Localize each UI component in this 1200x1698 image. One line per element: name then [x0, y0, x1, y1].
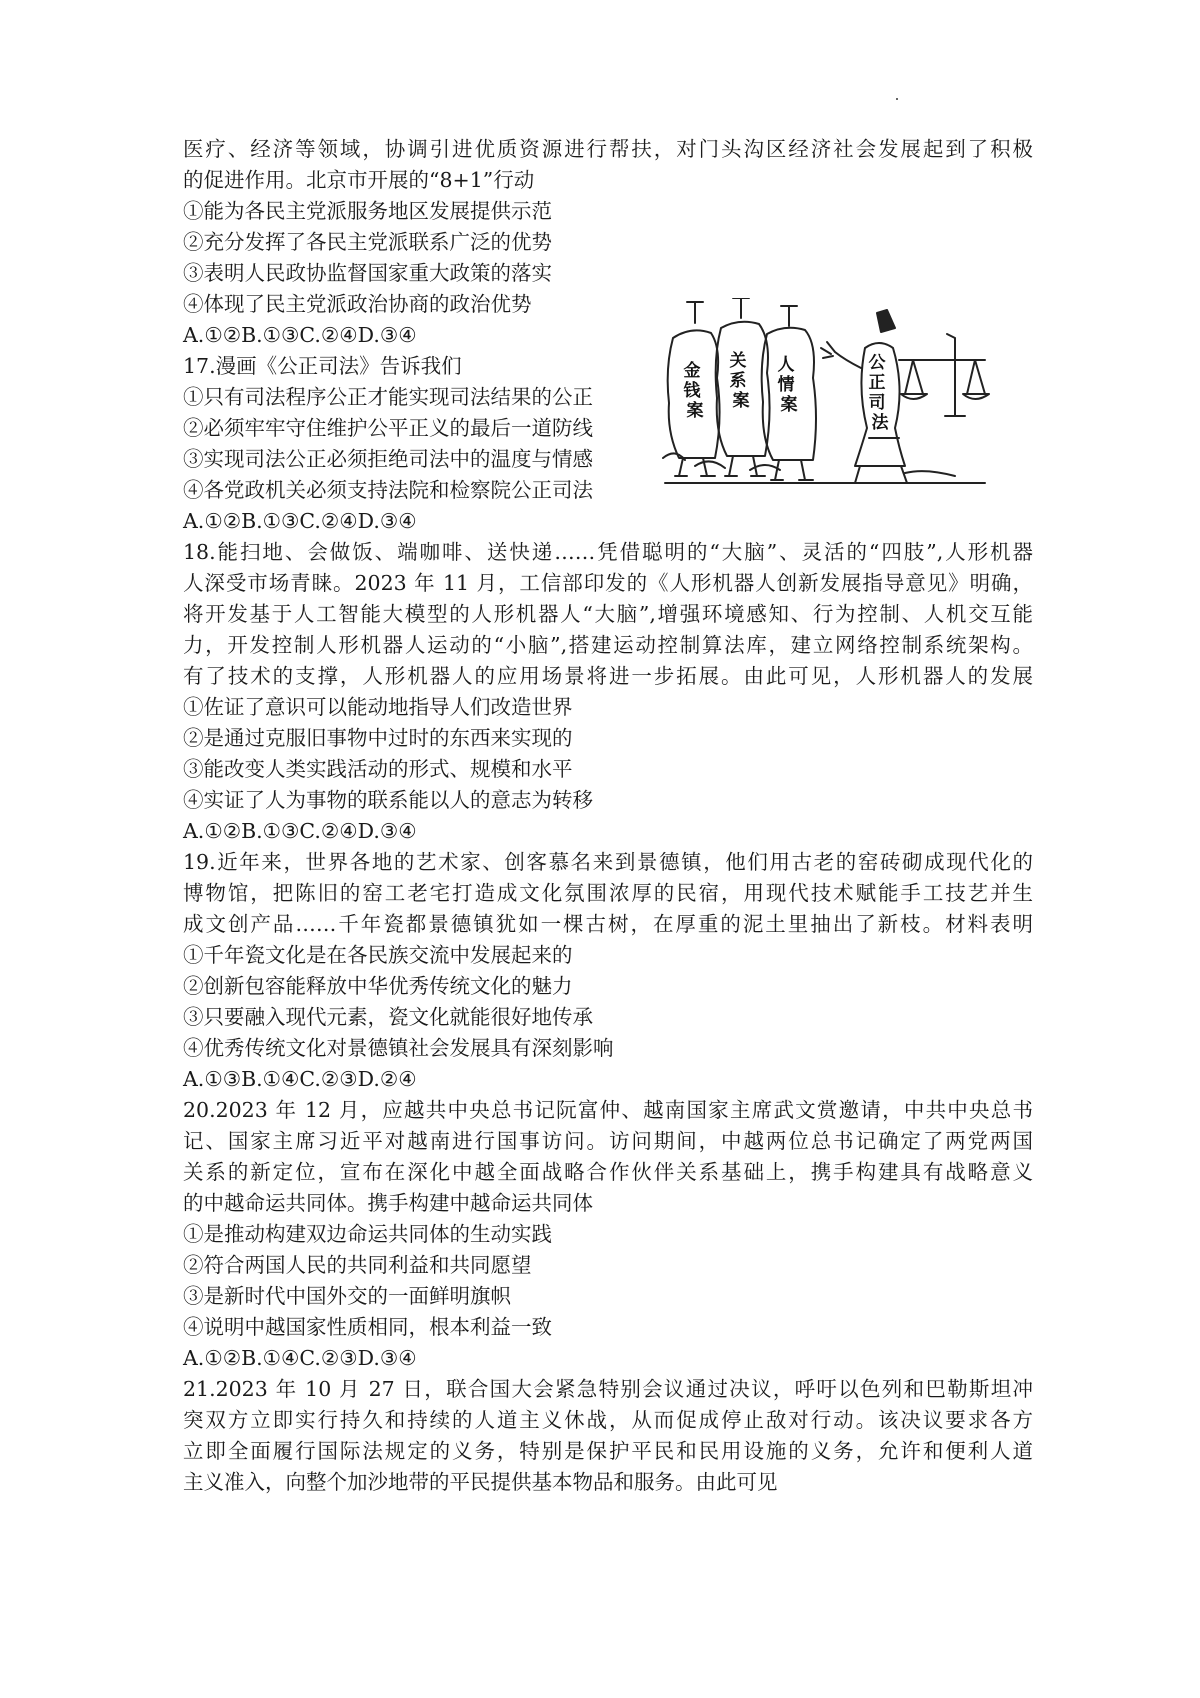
label-relation-char-1: 关	[729, 351, 747, 371]
label-relation-char-2: 系	[729, 371, 747, 391]
q18-stem-line-5: 有了技术的支撑，人形机器人的应用场景将进一步拓展。由此可见，人形机器人的发展	[183, 664, 1033, 688]
q18-stem-line-1: 18.能扫地、会做饭、端咖啡、送快递……凭借聪明的“大脑”、灵活的“四肢”,人形机器	[183, 540, 1033, 564]
q20-option-3: ③是新时代中国外交的一面鲜明旗帜	[183, 1284, 511, 1308]
cartoon-label-favor	[778, 355, 801, 415]
label-favor-char-1: 人	[777, 355, 795, 375]
label-money-char-1: 金	[683, 361, 701, 381]
q20-stem-line-3: 关系的新定位，宣布在深化中越全面战略合作伙伴关系基础上，携手构建具有战略意义	[183, 1160, 1033, 1184]
q19-stem-line-2: 博物馆，把陈旧的窑工老宅打造成文化氛围浓厚的民宿，用现代技术赋能手工技艺并生	[183, 881, 1033, 905]
q20-stem-line-1: 20.2023 年 12 月，应越共中央总书记阮富仲、越南国家主席武文赏邀请，中共中央总书	[183, 1098, 1033, 1122]
q17-answers: A.①②B.①③C.②④D.③④	[183, 509, 417, 533]
label-money-char-2: 钱	[683, 381, 701, 401]
q18-option-4: ④实证了人为事物的联系能以人的意志为转移	[183, 788, 593, 812]
q18-option-2: ②是通过克服旧事物中过时的东西来实现的	[183, 726, 573, 750]
label-justice-char-2: 正	[868, 373, 886, 393]
q18-answers: A.①②B.①③C.②④D.③④	[183, 819, 417, 843]
q20-option-2: ②符合两国人民的共同利益和共同愿望	[183, 1253, 532, 1277]
q18-option-3: ③能改变人类实践活动的形式、规模和水平	[183, 757, 573, 781]
q17-option-3: ③实现司法公正必须拒绝司法中的温度与情感	[183, 447, 593, 471]
q20-option-1: ①是推动构建双边命运共同体的生动实践	[183, 1222, 552, 1246]
q19-stem-line-1: 19.近年来，世界各地的艺术家、创客慕名来到景德镇，他们用古老的窑砖砌成现代化的	[183, 850, 1033, 874]
q16-stem-line-1: 医疗、经济等领域，协调引进优质资源进行帮扶，对门头沟区经济社会发展起到了积极	[183, 137, 1033, 161]
q19-answers: A.①③B.①④C.②③D.②④	[183, 1067, 417, 1091]
q21-stem-line-4: 主义准入，向整个加沙地带的平民提供基本物品和服务。由此可见	[183, 1470, 778, 1494]
cartoon-label-relation	[730, 350, 753, 411]
label-relation-char-3: 案	[732, 391, 750, 411]
label-justice-char-1: 公	[868, 353, 886, 373]
cartoon-label-money	[684, 360, 707, 421]
q17-option-1: ①只有司法程序公正才能实现司法结果的公正	[183, 385, 593, 409]
q16-option-1: ①能为各民主党派服务地区发展提供示范	[183, 199, 552, 223]
q16-answers: A.①②B.①③C.②④D.③④	[183, 323, 417, 347]
q19-option-1: ①千年瓷文化是在各民族交流中发展起来的	[183, 943, 573, 967]
q20-stem-line-4: 的中越命运共同体。携手构建中越命运共同体	[183, 1191, 593, 1215]
label-favor-char-2: 情	[777, 375, 795, 395]
q19-option-2: ②创新包容能释放中华优秀传统文化的魅力	[183, 974, 573, 998]
label-money-char-3: 案	[686, 401, 704, 421]
q16-option-3: ③表明人民政协监督国家重大政策的落实	[183, 261, 552, 285]
justice-cartoon	[655, 298, 1000, 498]
q20-answers: A.①②B.①④C.②③D.③④	[183, 1346, 417, 1370]
label-justice-char-3: 司	[868, 393, 886, 413]
q21-stem-line-2: 突双方立即实行持久和持续的人道主义休战，从而促成停止敌对行动。该决议要求各方	[183, 1408, 1033, 1432]
label-favor-char-3: 案	[780, 395, 798, 415]
q16-option-4: ④体现了民主党派政治协商的政治优势	[183, 292, 532, 316]
q21-stem-line-1: 21.2023 年 10 月 27 日，联合国大会紧急特别会议通过决议，呼吁以色列和巴勒斯坦冲	[183, 1377, 1033, 1401]
label-justice-char-4: 法	[871, 413, 889, 433]
q20-option-4: ④说明中越国家性质相同，根本利益一致	[183, 1315, 552, 1339]
q18-stem-line-2: 人深受市场青睐。2023 年 11 月，工信部印发的《人形机器人创新发展指导意见》明确，	[183, 571, 1033, 595]
q17-option-2: ②必须牢牢守住维护公平正义的最后一道防线	[183, 416, 593, 440]
q16-option-2: ②充分发挥了各民主党派联系广泛的优势	[183, 230, 552, 254]
q21-stem-line-3: 立即全面履行国际法规定的义务，特别是保护平民和民用设施的义务，允许和便利人道	[183, 1439, 1033, 1463]
q19-option-4: ④优秀传统文化对景德镇社会发展具有深刻影响	[183, 1036, 614, 1060]
cartoon-label-justice	[869, 353, 892, 433]
q16-stem-line-2: 的促进作用。北京市开展的“8+1”行动	[183, 168, 535, 192]
q20-stem-line-2: 记、国家主席习近平对越南进行国事访问。访问期间，中越两位总书记确定了两党两国	[183, 1129, 1033, 1153]
q18-stem-line-3: 将开发基于人工智能大模型的人形机器人“大脑”,增强环境感知、行为控制、人机交互能	[183, 602, 1033, 626]
q18-option-1: ①佐证了意识可以能动地指导人们改造世界	[183, 695, 573, 719]
q19-option-3: ③只要融入现代元素，瓷文化就能很好地传承	[183, 1005, 593, 1029]
q17-option-4: ④各党政机关必须支持法院和检察院公正司法	[183, 478, 593, 502]
scan-speck	[896, 98, 898, 100]
q18-stem-line-4: 力，开发控制人形机器人运动的“小脑”,搭建运动控制算法库，建立网络控制系统架构。	[183, 633, 1033, 657]
q17-stem: 17.漫画《公正司法》告诉我们	[183, 354, 462, 378]
q19-stem-line-3: 成文创产品……千年瓷都景德镇犹如一棵古树，在厚重的泥土里抽出了新枝。材料表明	[183, 912, 1033, 936]
